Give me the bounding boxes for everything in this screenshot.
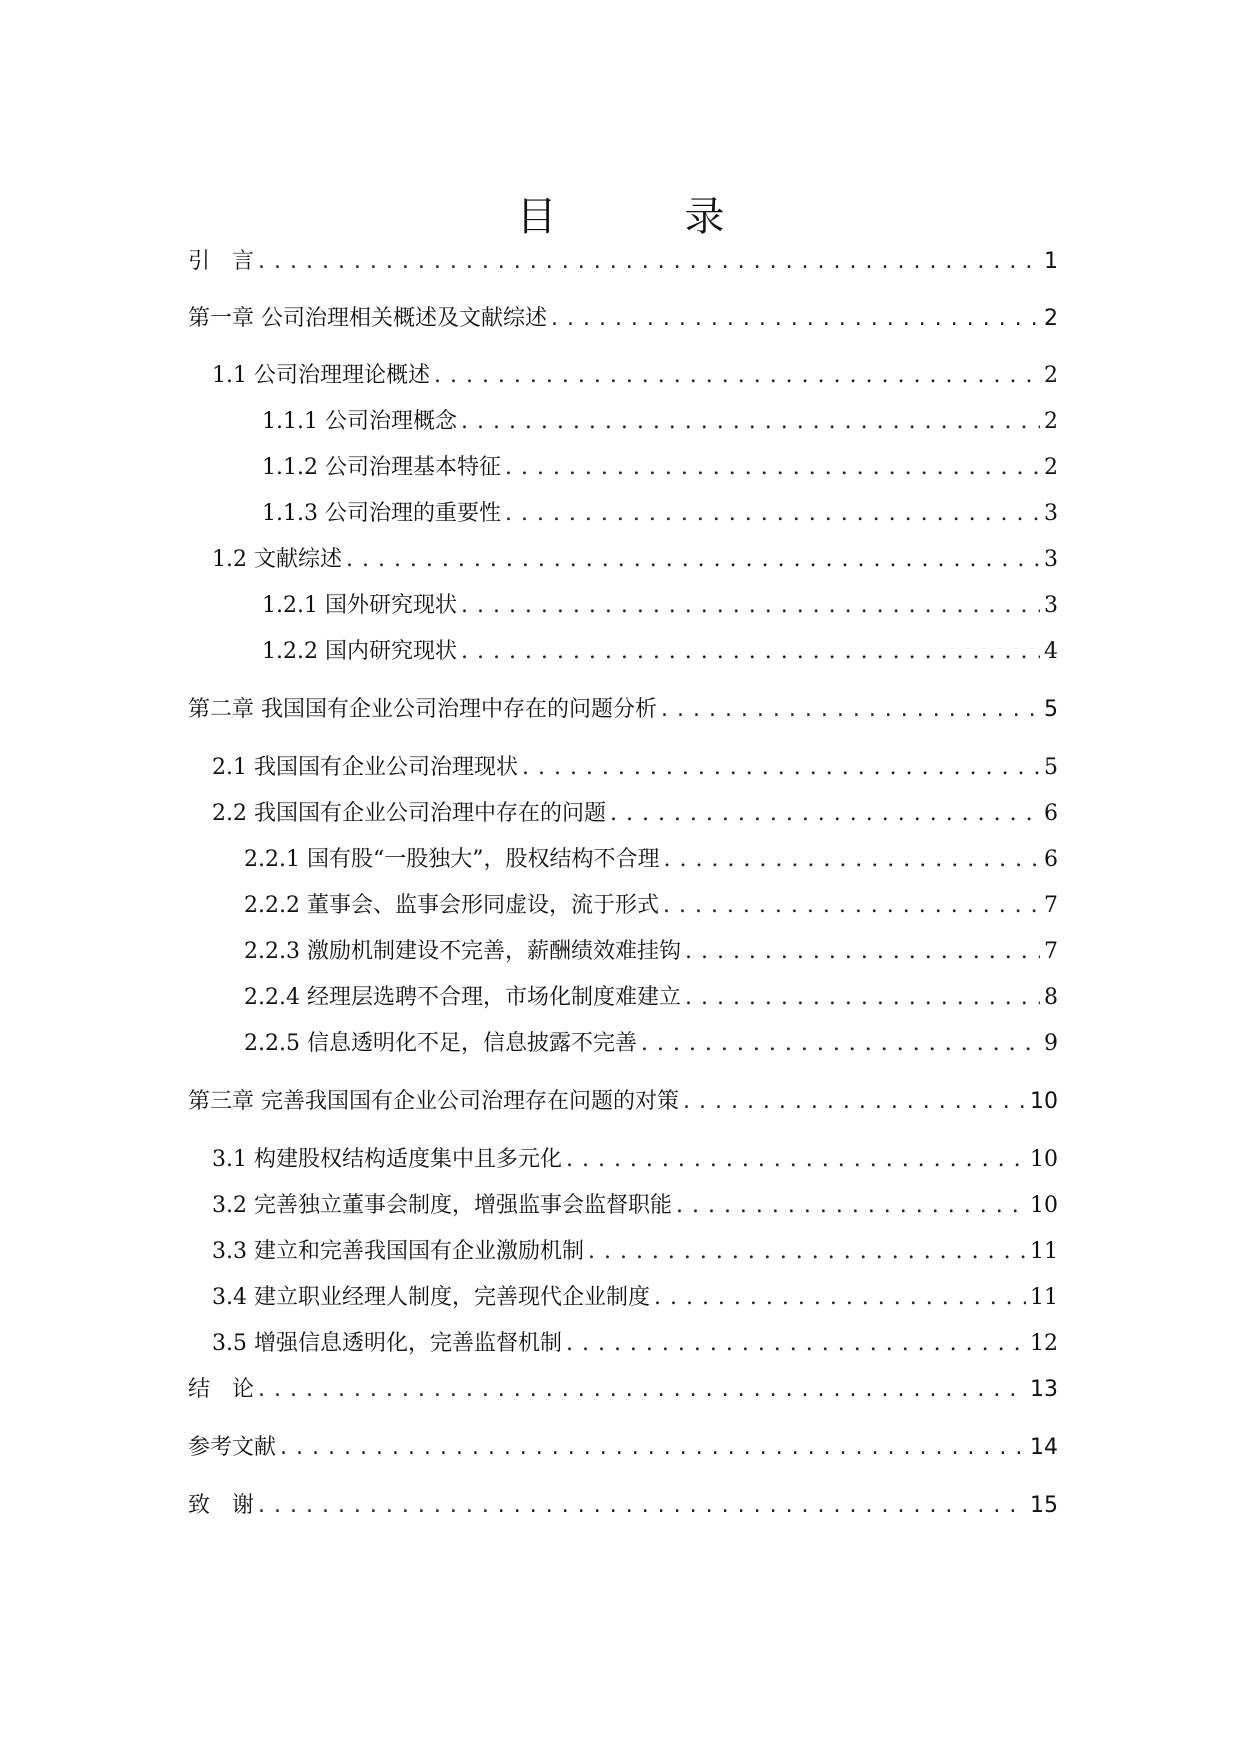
toc-entry[interactable] xyxy=(188,246,1058,278)
toc-entry[interactable] xyxy=(212,1282,1058,1314)
dot-leader xyxy=(663,890,1040,922)
dot-leader xyxy=(434,360,1040,392)
toc-entry-label: 结 论 xyxy=(188,1377,255,1402)
toc-entry-label: 1.2.1 国外研究现状 xyxy=(262,593,457,618)
toc-entry-page: 9 xyxy=(1044,1031,1058,1056)
toc-entry[interactable] xyxy=(212,1144,1058,1176)
toc-entry-label: 1.1 公司治理理论概述 xyxy=(212,363,430,388)
toc-entry-page: 2 xyxy=(1044,409,1058,434)
dot-leader xyxy=(505,498,1040,530)
dot-leader xyxy=(346,544,1040,576)
toc-entry[interactable] xyxy=(188,1490,1058,1522)
toc-entry[interactable] xyxy=(244,844,1058,876)
toc-entry-label: 3.1 构建股权结构适度集中且多元化 xyxy=(212,1147,562,1172)
toc-entry[interactable] xyxy=(212,1236,1058,1268)
toc-entry-label: 3.3 建立和完善我国国有企业激励机制 xyxy=(212,1239,584,1264)
dot-leader xyxy=(505,452,1040,484)
toc-entry[interactable] xyxy=(244,1028,1058,1060)
toc-entry[interactable] xyxy=(188,303,1058,335)
toc-entry-label: 3.4 建立职业经理人制度，完善现代企业制度 xyxy=(212,1285,650,1310)
toc-entry-page: 8 xyxy=(1044,985,1058,1010)
dot-leader xyxy=(676,1190,1026,1222)
toc-entry[interactable] xyxy=(262,636,1058,668)
toc-entry-page: 2 xyxy=(1044,363,1058,388)
toc-entry-page: 5 xyxy=(1044,755,1058,780)
toc-entry[interactable] xyxy=(212,1190,1058,1222)
toc-entry-label: 2.2.4 经理层选聘不合理，市场化制度难建立 xyxy=(244,985,681,1010)
toc-entry-label: 2.2.2 董事会、监事会形同虚设，流于形式 xyxy=(244,893,659,918)
toc-entry-label: 1.1.3 公司治理的重要性 xyxy=(262,501,501,526)
toc-entry-label: 3.2 完善独立董事会制度，增强监事会监督职能 xyxy=(212,1193,672,1218)
toc-entry-page: 1 xyxy=(1044,249,1058,274)
toc-entry-page: 3 xyxy=(1044,547,1058,572)
toc-entry[interactable] xyxy=(244,890,1058,922)
toc-entry-label: 3.5 增强信息透明化，完善监督机制 xyxy=(212,1331,562,1356)
toc-entry[interactable] xyxy=(188,1086,1058,1118)
toc-entry[interactable] xyxy=(262,498,1058,530)
toc-entry[interactable] xyxy=(262,590,1058,622)
dot-leader xyxy=(461,590,1040,622)
toc-entry-page: 7 xyxy=(1044,939,1058,964)
toc-entry-page: 6 xyxy=(1044,847,1058,872)
toc-entry[interactable] xyxy=(212,798,1058,830)
dot-leader xyxy=(566,1144,1026,1176)
toc-entry-page: 13 xyxy=(1030,1377,1058,1402)
dot-leader xyxy=(551,303,1040,335)
dot-leader xyxy=(461,406,1040,438)
toc-entry[interactable] xyxy=(212,544,1058,576)
toc-entry-label: 1.2.2 国内研究现状 xyxy=(262,639,457,664)
dot-leader xyxy=(566,1328,1026,1360)
dot-leader xyxy=(683,1086,1026,1118)
toc-entry-page: 5 xyxy=(1044,697,1058,722)
toc-entry[interactable] xyxy=(212,752,1058,784)
dot-leader xyxy=(610,798,1040,830)
toc-entry-page: 14 xyxy=(1030,1435,1058,1460)
dot-leader xyxy=(685,982,1040,1014)
toc-entry[interactable] xyxy=(212,360,1058,392)
dot-leader xyxy=(258,246,1040,278)
toc-entry-label: 1.1.1 公司治理概念 xyxy=(262,409,457,434)
toc-entry[interactable] xyxy=(188,1432,1058,1464)
toc-entry[interactable] xyxy=(188,694,1058,726)
toc-entry-page: 15 xyxy=(1030,1493,1058,1518)
toc-entry-page: 2 xyxy=(1044,306,1058,331)
toc-entry-label: 1.2 文献综述 xyxy=(212,547,342,572)
dot-leader xyxy=(280,1432,1026,1464)
toc-entry-page: 3 xyxy=(1044,593,1058,618)
toc-entry-label: 参考文献 xyxy=(188,1435,277,1460)
dot-leader xyxy=(641,1028,1040,1060)
toc-entry-page: 3 xyxy=(1044,501,1058,526)
toc-entry-label: 2.2 我国国有企业公司治理中存在的问题 xyxy=(212,801,606,826)
toc-entry[interactable] xyxy=(244,982,1058,1014)
toc-entry[interactable] xyxy=(188,1374,1058,1406)
dot-leader xyxy=(258,1490,1026,1522)
toc-entry[interactable] xyxy=(262,452,1058,484)
dot-leader xyxy=(522,752,1040,784)
dot-leader xyxy=(461,636,1040,668)
toc-entry-page: 2 xyxy=(1044,455,1058,480)
toc-entry-label: 致 谢 xyxy=(188,1493,255,1518)
toc-entry-label: 2.2.3 激励机制建设不完善，薪酬绩效难挂钩 xyxy=(244,939,681,964)
dot-leader xyxy=(663,844,1040,876)
toc-entry-label: 2.2.1 国有股“一股独大”，股权结构不合理 xyxy=(244,847,660,872)
toc-entry[interactable] xyxy=(262,406,1058,438)
toc-entry-page: 10 xyxy=(1030,1089,1058,1114)
toc-title: 目 录 xyxy=(516,193,769,240)
toc-entry-page: 7 xyxy=(1044,893,1058,918)
toc-entry-label: 第一章 公司治理相关概述及文献综述 xyxy=(188,306,547,331)
dot-leader xyxy=(258,1374,1026,1406)
dot-leader xyxy=(661,694,1040,726)
dot-leader xyxy=(654,1282,1026,1314)
toc-entry[interactable] xyxy=(244,936,1058,968)
dot-leader xyxy=(685,936,1040,968)
toc-entry-page: 10 xyxy=(1030,1147,1058,1172)
toc-entry-page: 11 xyxy=(1030,1239,1058,1264)
toc-entry-label: 2.1 我国国有企业公司治理现状 xyxy=(212,755,518,780)
toc-entry-label: 2.2.5 信息透明化不足，信息披露不完善 xyxy=(244,1031,637,1056)
toc-entry-label: 第二章 我国国有企业公司治理中存在的问题分析 xyxy=(188,697,657,722)
toc-entry-page: 4 xyxy=(1044,639,1058,664)
toc-entry-page: 6 xyxy=(1044,801,1058,826)
toc-entry-label: 1.1.2 公司治理基本特征 xyxy=(262,455,501,480)
toc-entry-page: 10 xyxy=(1030,1193,1058,1218)
toc-entry[interactable] xyxy=(212,1328,1058,1360)
toc-entry-label: 引 言 xyxy=(188,249,255,274)
toc-entry-page: 12 xyxy=(1030,1331,1058,1356)
dot-leader xyxy=(588,1236,1026,1268)
toc-entry-label: 第三章 完善我国国有企业公司治理存在问题的对策 xyxy=(188,1089,679,1114)
toc-entry-page: 11 xyxy=(1030,1285,1058,1310)
